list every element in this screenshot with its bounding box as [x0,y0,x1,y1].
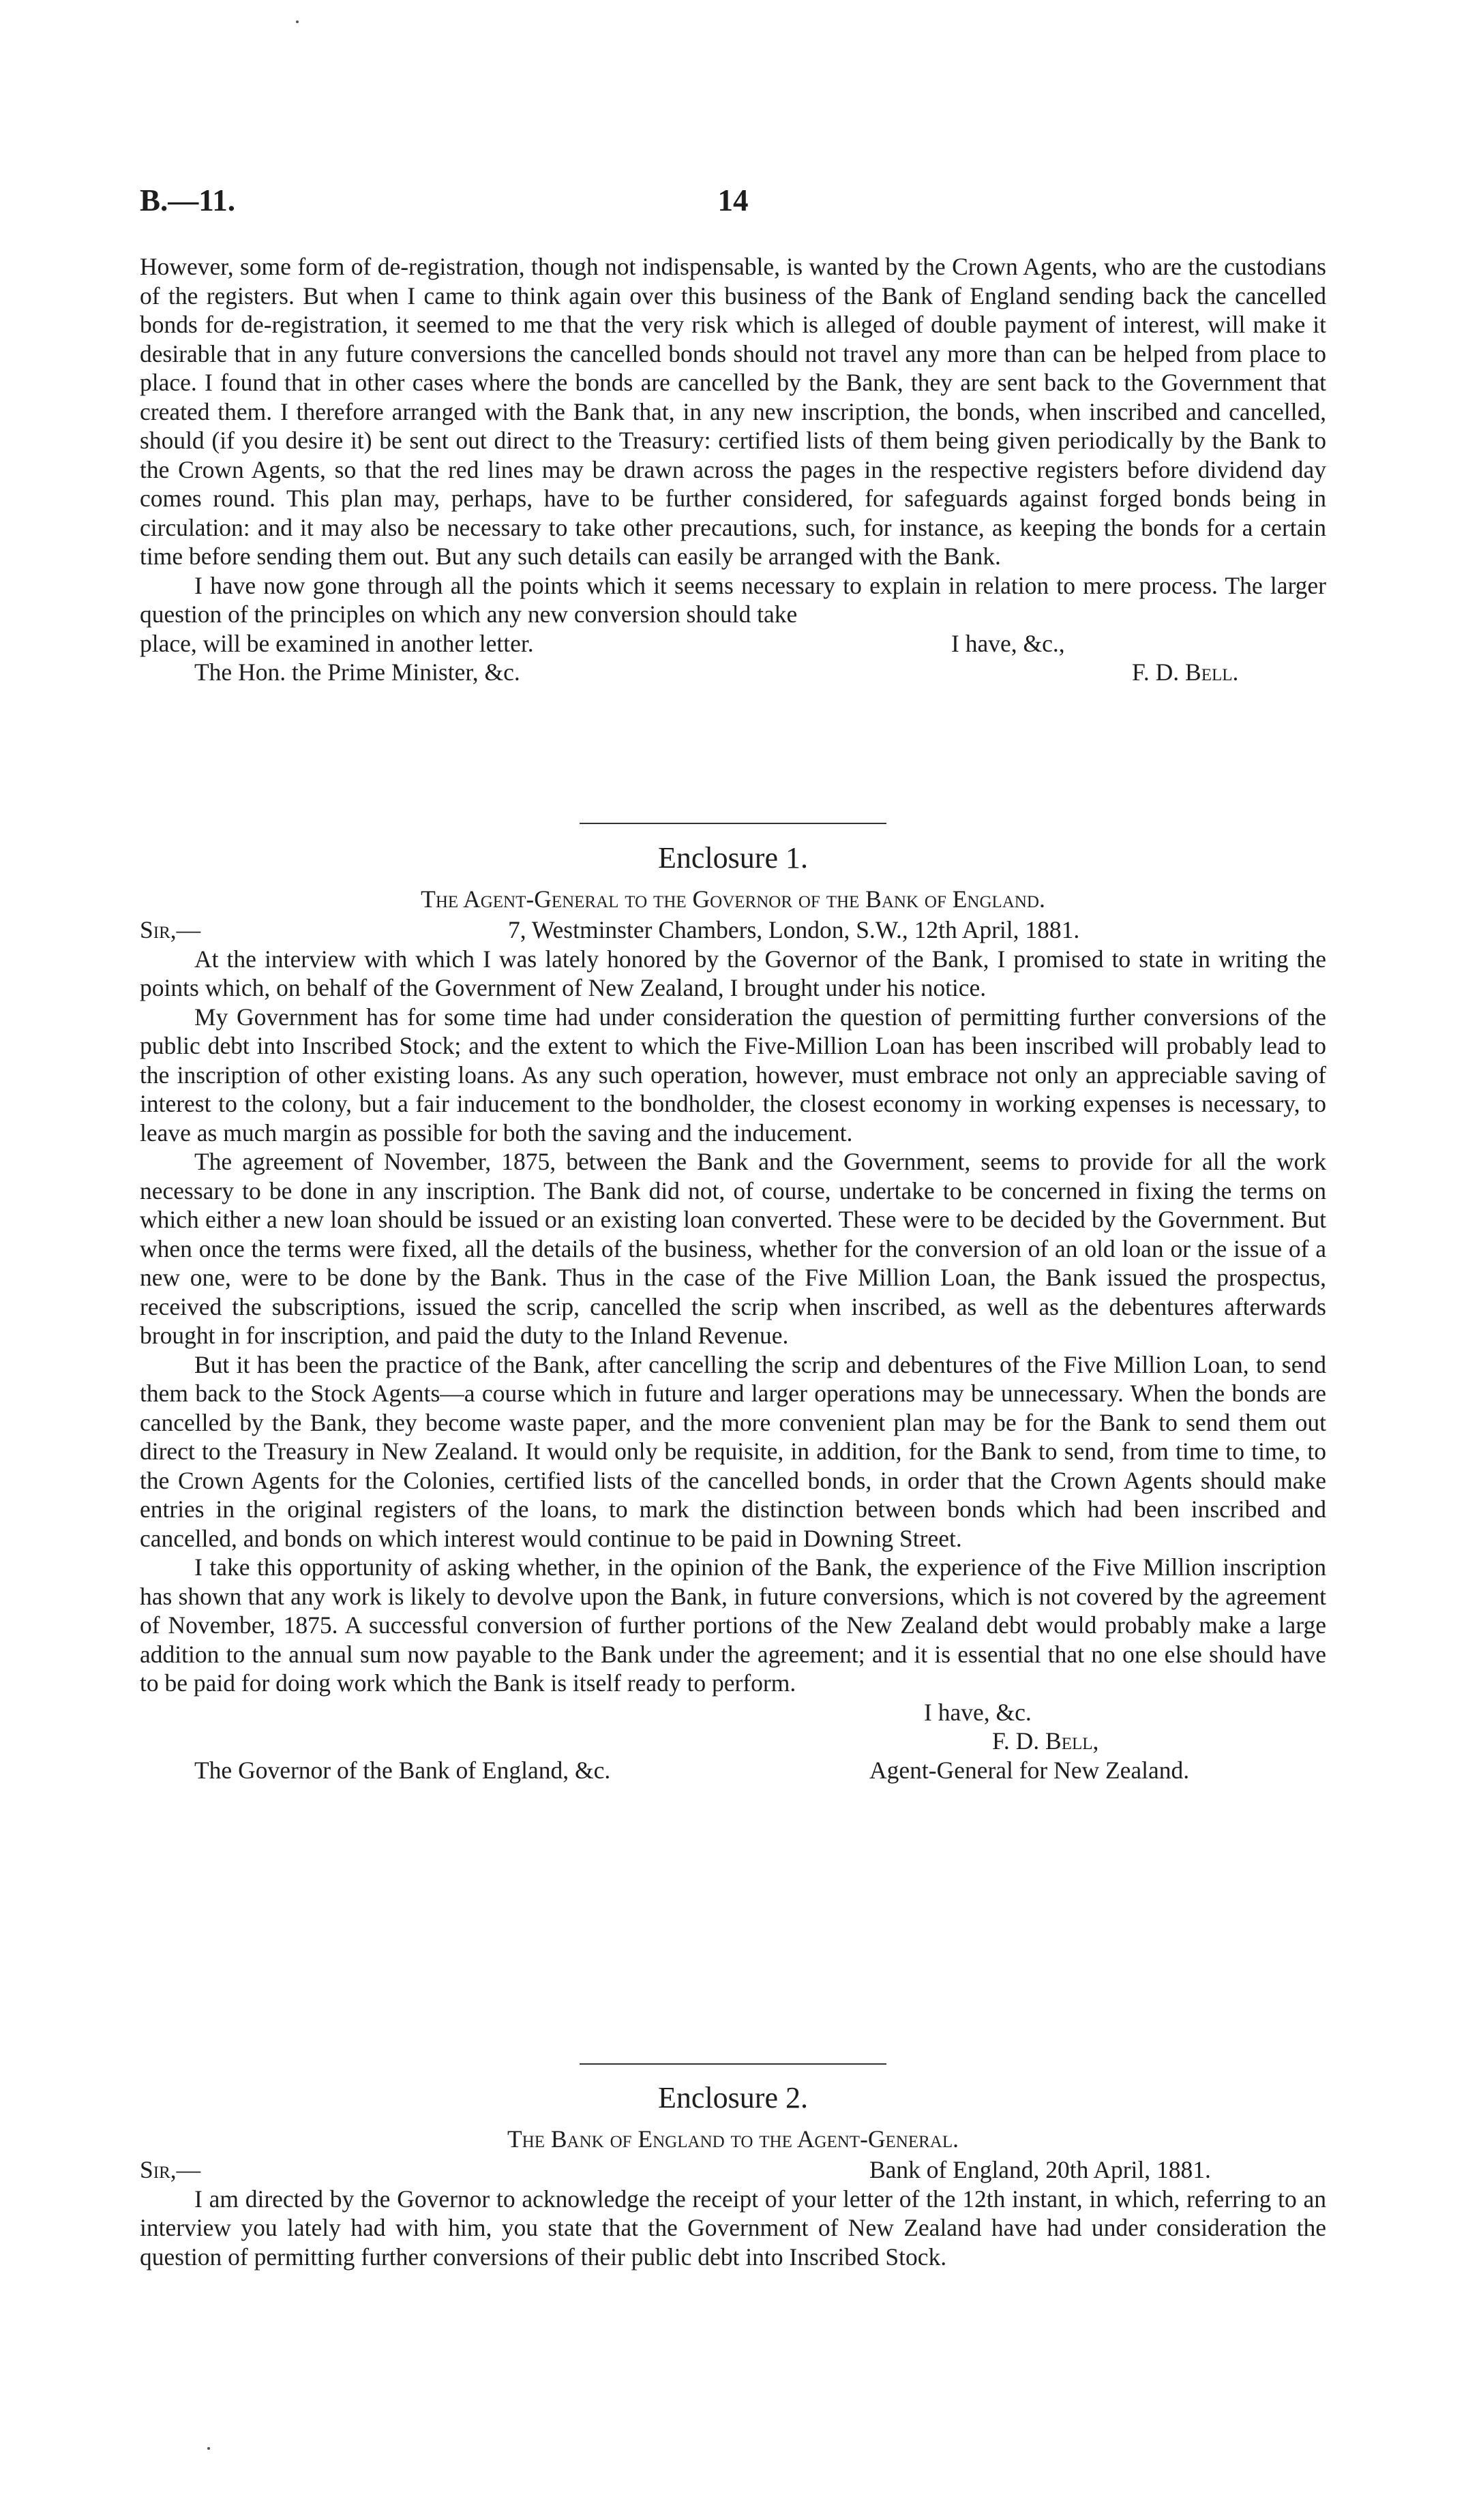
enclosure-1-signature-row [140,1727,1326,1756]
letter-body [140,252,1326,687]
margin-mark [296,20,299,23]
letter-closing: I have, &c., [951,629,1065,657]
letter-addressee: The Hon. the Prime Minister, &c. [194,658,520,686]
enclosure-1-signoff-row [140,1756,1326,1785]
enclosure-2-salutation-row [140,2155,1326,2185]
enclosure-1-paragraph: My Government has for some time had under consideration the question of permitting further conversions of the public debt into Inscribed Stock; and the extent to which the Five-Million Loan has been inscribed will probably lead to the inscription of other existing loans. As any such operation, however, must embrace not only an appreciable saving of interest to the colony, but a fair inducement to the bondholder, the closest economy in working expenses is necessary, to leave as much margin as possible for both the saving and the inducement. [140,1003,1326,1147]
enclosure-1-signature: F. D. Bell, [992,1727,1099,1755]
enclosure-1-addressee: The Governor of the Bank of England, &c. [194,1756,611,1784]
enclosure-1-title: Enclosure 1. [658,841,808,875]
enclosure-1-paragraph: At the interview with which I was lately honored by the Governor of the Bank, I promised to state in writing the points which, on behalf of the Government of New Zealand, I brought under his notice. [140,945,1326,1001]
letter-paragraph: However, some form of de-registration, though not indispensable, is wanted by the Crown Agents, who are the custodians of the registers. But when I came to think again over this business of the Bank of England sending back the cancelled bonds for de-registration, it seemed to me that the very risk which is alleged of double payment of interest, will make it desirable that in any future conversions the cancelled bonds should not travel any more than can be helped from place to place. I found that in other cases where the bonds are cancelled by the Bank, they are sent back to the Government that created them. I therefore arranged with the Bank that, in any new inscription, the bonds, when inscribed and cancelled, should (if you desire it) be sent out direct to the Treasury: certified lists of them being given periodically by the Bank to the Crown Agents, so that the red lines may be drawn across the pages in the respective registers before dividend day comes round. This plan may, perhaps, have to be further considered, for safeguards against forged bonds being in circulation: and it may also be necessary to take other precautions, such, for instance, as keeping the bonds for a certain time before sending them out. But any such details can easily be arranged with the Bank. [140,253,1326,570]
letter-last-line: place, will be examined in another letter. [140,629,534,657]
document-reference: B.—11. [140,183,236,217]
enclosure-1-salutation: Sir,— [140,916,201,943]
enclosure-2-title: Enclosure 2. [658,2081,808,2114]
enclosure-1-closing-row [140,1698,1326,1727]
section-divider [580,823,886,824]
enclosure-1-heading: The Agent-General to the Governor of the Bank of England. [421,885,1045,913]
enclosure-1-paragraph: I take this opportunity of asking whether, in the opinion of the Bank, the experience of the Five Million inscription has shown that any work is likely to devolve upon the Bank, in future conversions, which is not covered by the agreement of November, 1875. A successful conversion of further portions of the New Zealand debt would probably make a large addition to the annual sum now payable to the Bank under the agreement; and it is essential that no one else should have to be paid for doing work which the Bank is itself ready to perform. [140,1553,1326,1697]
page-number: 14 [717,183,749,217]
letter-signature: F. D. Bell. [1132,658,1239,686]
enclosure-1-paragraph: But it has been the practice of the Bank, after cancelling the scrip and debentures of the Five Million Loan, to send them back to the Stock Agents—a course which in future and larger operations may be unnecessary. When the bonds are cancelled by the Bank, they become waste paper, and the more convenient plan may be for the Bank to send them out direct to the Treasury in New Zealand. It would only be requisite, in addition, for the Bank to send, from time to time, to the Crown Agents for the Colonies, certified lists of the cancelled bonds, in order that the Crown Agents should make entries in the original registers of the loans, to mark the distinction between bonds which had been inscribed and cancelled, and bonds on which interest would continue to be paid in Downing Street. [140,1350,1326,1552]
enclosure-1-body [140,915,1326,1785]
enclosure-2-paragraph: I am directed by the Governor to acknowledge the receipt of your letter of the 12th instant, in which, referring to an interview you lately had with him, you state that the Government of New Zealand have had under consideration the question of permitting further conversions of their public debt into Inscribed Stock. [140,2185,1326,2271]
enclosure-1-signer-title: Agent-General for New Zealand. [869,1756,1190,1784]
enclosure-2-address-date: Bank of England, 20th April, 1881. [869,2156,1211,2183]
enclosure-1-salutation-row [140,915,1326,945]
enclosure-1-closing: I have, &c. [924,1698,1032,1726]
enclosure-2-salutation: Sir,— [140,2156,201,2183]
letter-signoff-row [140,658,1326,687]
letter-paragraph: I have now gone through all the points which it seems necessary to explain in relation to mere process. The larger question of the principles on which any new conversion should take [140,571,1326,628]
page-header [140,183,1326,224]
enclosure-2-heading: The Bank of England to the Agent-General. [507,2125,959,2153]
enclosure-2-body [140,2155,1326,2271]
letter-closing-row [140,629,1326,658]
margin-mark [207,2447,210,2450]
enclosure-1-paragraph: The agreement of November, 1875, between the Bank and the Government, seems to provide for all the work necessary to be done in any inscription. The Bank did not, of course, undertake to be concerned in fixing the terms on which either a new loan should be issued or an existing loan converted. These were to be decided by the Government. But when once the terms were fixed, all the details of the business, whether for the conversion of an old loan or the issue of a new one, were to be done by the Bank. Thus in the case of the Five Million Loan, the Bank issued the prospectus, received the subscriptions, issued the scrip, cancelled the scrip when inscribed, as well as the debentures afterwards brought in for inscription, and paid the duty to the Inland Revenue. [140,1148,1326,1349]
enclosure-1-address-date: 7, Westminster Chambers, London, S.W., 12th April, 1881. [508,916,1080,943]
section-divider [580,2063,886,2065]
